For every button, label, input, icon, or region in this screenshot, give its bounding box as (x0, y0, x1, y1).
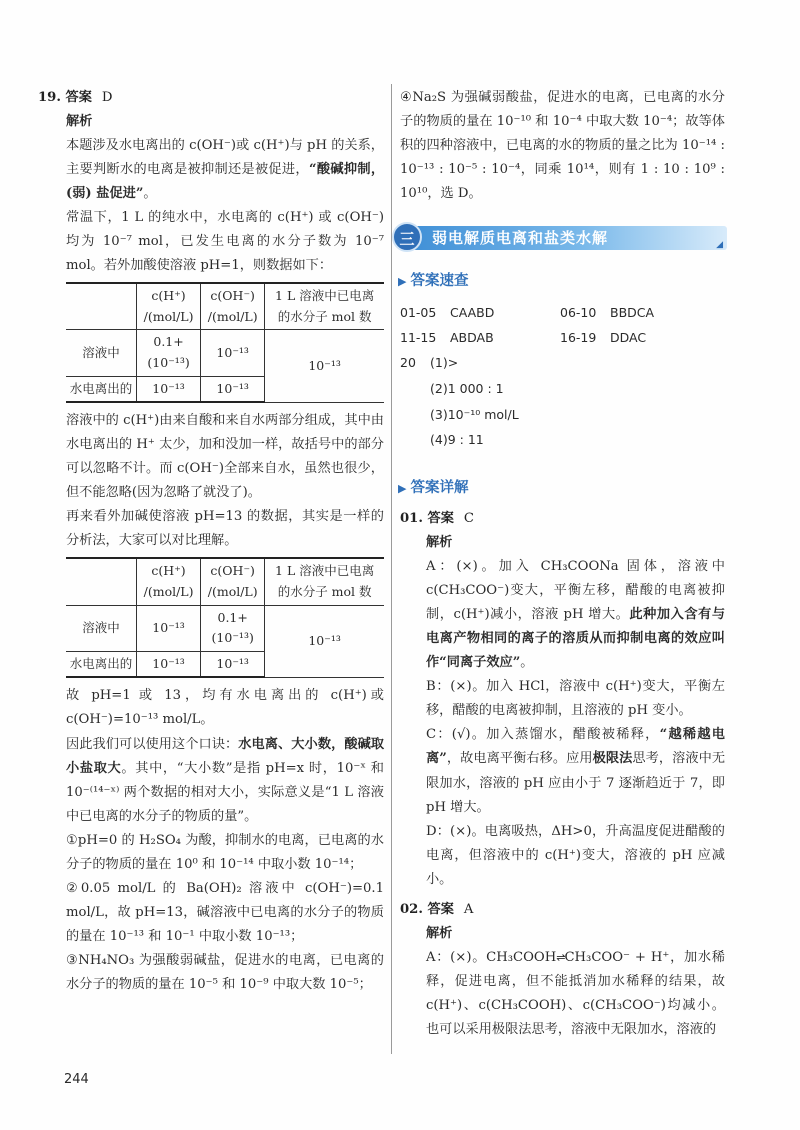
q19-answer-value: D (101, 90, 113, 105)
table-header-oh (201, 283, 265, 330)
paragraph-10: ④Na₂S 为强碱弱酸盐，促进水的电离，已电离的水分子的物质的量在 10⁻¹⁰ 和 10⁻⁴ 中取大数 10⁻⁴；故等体积的四种溶液中，已电离的水的物质的量之比为 10⁻¹⁴ : 10⁻¹³ : 10⁻⁵ : 10⁻⁴，同乘 10¹⁴，则有 1 : 10 : 10⁹ : 10¹⁰，选 D。 (400, 90, 725, 202)
play-arrow-icon: ▶ (398, 275, 407, 289)
header-text: c(OH⁻) (210, 563, 255, 579)
header-unit: /(mol/L) (207, 308, 258, 324)
header-unit: 的水分子 mol 数 (277, 583, 372, 599)
table-acid (66, 282, 384, 403)
q01-option-a (400, 555, 725, 675)
header-text: 1 L 溶液中已电离 (275, 288, 375, 304)
table-cell: 10⁻¹³ (201, 376, 265, 402)
header-text: c(H⁺) (151, 563, 186, 579)
range-answers: BBDCA (610, 305, 655, 321)
range-answers: ABDAB (450, 330, 494, 346)
section-number-badge: 三 (392, 222, 422, 252)
q02-answer-value: A (463, 901, 474, 917)
option-a-text: A：(×)。CH₃COOH (426, 949, 557, 965)
header-text: 1 L 溶液中已电离 (275, 563, 375, 579)
range-label: 06-10 (560, 305, 597, 321)
q01-label: 01. 答案 (400, 511, 454, 527)
q19-analysis-label: 解析 (66, 114, 93, 130)
paragraph-6-pre: 因此我们可以使用这个口诀： (66, 736, 239, 752)
table-header-oh (201, 558, 265, 605)
table-header-mol (265, 283, 384, 330)
table-header-row (66, 283, 384, 330)
paragraph-5: 故 pH=1 或 13，均有水电离出的 c(H⁺)或c(OH⁻)=10⁻¹³ mol/L。 (66, 688, 384, 728)
q20-answer-2: (2)1 000 : 1 (430, 381, 504, 397)
detailed-answers-heading (398, 475, 725, 501)
quick-answers-title: 答案速查 (410, 273, 469, 290)
q20-label: 20 (400, 355, 416, 371)
paragraph-3: 溶液中的 c(H⁺)由来自酸和来自水两部分组成，其中由水电离出的 H⁺ 太少，加和没加一样，故括号中的部分可以忽略不计。而 c(OH⁻)全部来自水，虽然也很少，但不能忽略(因为忽略了就没了)。 (66, 413, 384, 501)
play-arrow-icon: ▶ (398, 481, 407, 495)
q01-analysis-label: 解析 (426, 535, 453, 551)
quick-answers-grid (400, 300, 725, 350)
q19-label: 19. 答案 (38, 90, 92, 105)
equilibrium-arrow-icon: ⇌ (556, 950, 565, 964)
paragraph-9: ③NH₄NO₃ 为强酸弱碱盐，促进水的电离，已电离的水分子的物质的量在 10⁻⁵ 和 10⁻⁹ 中取大数 10⁻⁵； (66, 952, 384, 992)
table-cell: 10⁻¹³ (201, 651, 265, 677)
table-cell: 10⁻¹³ (265, 330, 384, 402)
mnemonic-bold: 水电离、大小数，酸碱取小盐取大 (66, 736, 385, 776)
right-column (400, 86, 725, 1042)
table-row (66, 605, 384, 651)
table-header-row (66, 558, 384, 605)
paragraph-1-bold: “酸碱抑制，(弱) 盐促进” (66, 162, 385, 202)
header-text: c(H⁺) (151, 288, 186, 304)
table-header-h (137, 558, 201, 605)
q01-answer-value: C (463, 511, 475, 527)
q20-answer-3: (3)10⁻¹⁰ mol/L (430, 406, 519, 422)
q19-answer (38, 86, 384, 110)
option-a-bold: 此种加入含有与电离产物相同的离子的溶质从而抑制电离的效应叫作“同离子效应” (426, 607, 726, 671)
range-label: 01-05 (400, 305, 437, 321)
table-base (66, 557, 384, 678)
quick-cell (560, 300, 720, 325)
q01-option-d: D：(×)。电离吸热，ΔH>0，升高温度促进醋酸的电离，但溶液中的 c(H⁺)变大，溶液的 pH 应减小。 (426, 823, 725, 887)
table-corner (66, 558, 137, 605)
option-a-end: 。 (520, 655, 534, 671)
left-column (38, 86, 385, 997)
row-label: 溶液中 (66, 330, 137, 376)
cell-line-2: (10⁻¹³) (147, 355, 190, 370)
paragraph-1-text: 本题涉及水电离出的 c(OH⁻)或 c(H⁺)与 pH 的关系，主要判断水的电离是被抑制还是被促进， (66, 138, 384, 178)
quick-cell (560, 325, 720, 350)
q01-option-b: B：(×)。加入 HCl，溶液中 c(H⁺)变大，平衡左移，醋酸的电离被抑制，且溶液的 pH 变小。 (426, 679, 725, 719)
table-cell (201, 605, 265, 651)
range-label: 11-15 (400, 330, 437, 346)
header-unit: 的水分子 mol 数 (277, 308, 372, 324)
cell-line-1: 0.1+ (153, 334, 184, 350)
table-cell (137, 330, 201, 376)
q20-row-1 (400, 350, 725, 376)
q01-answer (400, 507, 725, 531)
range-answers: DDAC (610, 330, 647, 346)
page-number: 244 (64, 1072, 89, 1087)
cell-line-2: (10⁻¹³) (211, 630, 254, 646)
quick-cell (400, 300, 560, 325)
row-label: 水电离出的 (66, 651, 137, 677)
quick-answers-heading (398, 268, 725, 294)
q02-option-a (400, 946, 725, 1042)
paragraph-6 (66, 733, 384, 829)
section-banner (392, 220, 725, 254)
section-title: 弱电解质电离和盐类水解 (432, 229, 609, 248)
table-cell: 10⁻¹³ (137, 605, 201, 651)
option-c-end: 思考，溶液中无限加水，溶液的 pH 应由小于 7 逐渐趋近于 7，即 pH 增大。 (426, 751, 726, 815)
option-a-text: A：(×)。加入 CH₃COONa 固体，溶液中 c(CH₃COO⁻)变大，平衡左移，醋酸的电离被抑制，c(H⁺)减小，溶液 pH 增大。 (426, 559, 725, 623)
table-header-mol (265, 558, 384, 605)
table-cell: 10⁻¹³ (201, 330, 265, 376)
q02-label: 02. 答案 (400, 901, 454, 917)
table-corner (66, 283, 137, 330)
header-unit: /(mol/L) (143, 308, 194, 324)
paragraph-4: 再来看外加碱使溶液 pH=13 的数据，其实是一样的分析法，大家可以对比理解。 (66, 509, 384, 549)
header-unit: /(mol/L) (207, 583, 258, 599)
q02-analysis-label: 解析 (426, 925, 453, 941)
header-text: c(OH⁻) (210, 288, 255, 304)
row-label: 水电离出的 (66, 376, 137, 402)
corner-triangle-icon: ◢ (716, 240, 723, 251)
q20-answer-1: (1)> (430, 355, 459, 371)
q02-answer (400, 898, 725, 922)
option-c-text: C：(√)。加入蒸馏水，醋酸被稀释， (426, 727, 660, 743)
option-a-post: CH₃COO⁻ + H⁺，加水稀释，促进电离，但不能抵消加水稀释的结果，故 c(H⁺)、c(CH₃COOH)、c(CH₃COO⁻)均减小。也可以采用极限法思考，溶液中无限加水，溶液的 (426, 949, 725, 1037)
paragraph-7: ①pH=0 的 H₂SO₄ 为酸，抑制水的电离，已电离的水分子的物质的量在 10⁰ 和 10⁻¹⁴ 中取小数 10⁻¹⁴； (66, 832, 384, 872)
table-cell: 10⁻¹³ (137, 376, 201, 402)
row-label: 溶液中 (66, 605, 137, 651)
option-c-bold-1: “越稀越电离” (426, 727, 725, 767)
option-c-bold-2: 极限法 (592, 751, 633, 767)
table-cell: 10⁻¹³ (265, 605, 384, 677)
paragraph-1-end: 。 (143, 186, 157, 202)
q20-answer-4: (4)9 : 11 (430, 432, 484, 448)
table-header-h (137, 283, 201, 330)
paragraph-8: ②0.05 mol/L 的 Ba(OH)₂ 溶液中 c(OH⁻)=0.1 mol/L，故 pH=13，碱溶液中已电离的水分子的物质的量在 10⁻¹³ 和 10⁻¹ 中取小数 10⁻¹³； (66, 880, 384, 944)
header-unit: /(mol/L) (143, 583, 194, 599)
paragraph-2: 常温下，1 L 的纯水中，水电离的 c(H⁺) 或 c(OH⁻)均为 10⁻⁷ mol，已发生电离的水分子数为 10⁻⁷ mol。若外加酸使溶液 pH=1，则数据如下： (66, 210, 384, 274)
range-label: 16-19 (560, 330, 597, 346)
cell-line-1: 0.1+ (217, 609, 248, 625)
quick-cell (400, 325, 560, 350)
q20-answers (400, 350, 725, 453)
table-cell: 10⁻¹³ (137, 651, 201, 677)
range-answers: CAABD (450, 305, 495, 321)
q01-option-c (400, 723, 725, 819)
paragraph-1 (66, 134, 384, 206)
option-c-mid: ，故电离平衡右移。应用 (446, 751, 593, 767)
detailed-answers-title: 答案详解 (410, 479, 469, 496)
paragraph-6-post: 。其中，“大小数”是指 pH=x 时，10⁻ˣ 和 10⁻⁽¹⁴⁻ˣ⁾ 两个数据的相对大小，实际意义是“1 L 溶液中已电离的水分子的物质的量”。 (66, 760, 384, 824)
table-row (66, 330, 384, 376)
